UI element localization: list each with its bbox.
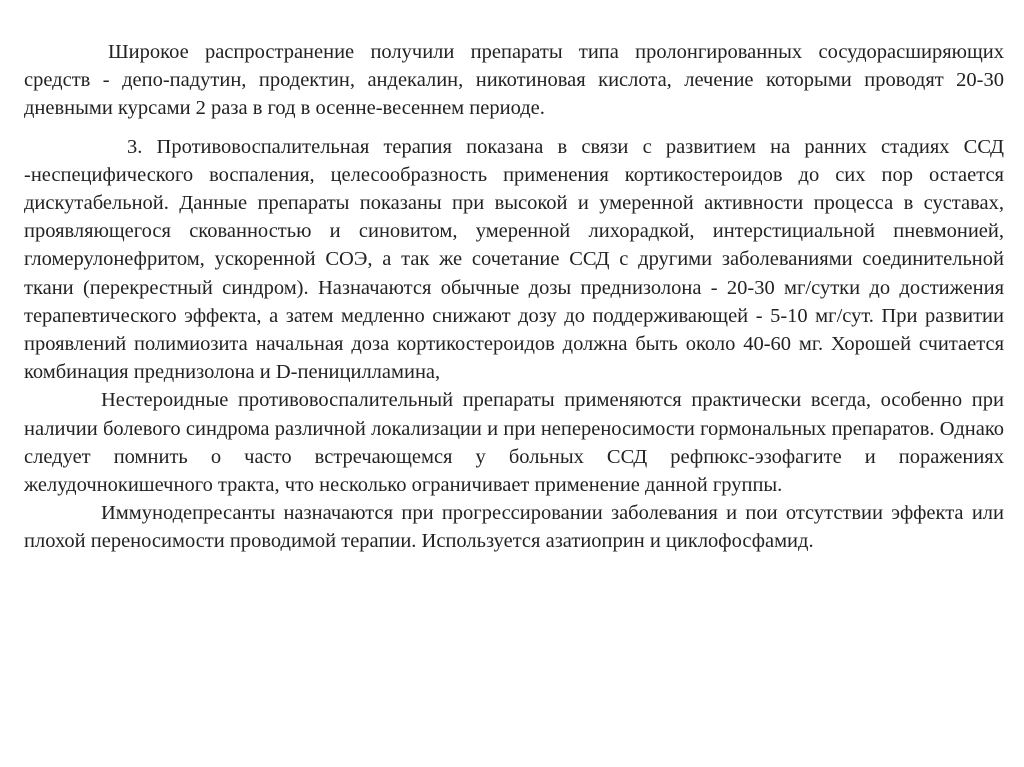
paragraph-anti-inflammatory-therapy: 3. Противовоспалительная терапия показана в связи с развитием на ранних стадиях ССД -неспецифического воспаления, целесообразность применения кортикостероидов до сих пор остается дискутабельной. Данные препараты показаны при высокой и умеренной активности процесса в суставах, проявляющегося скованностью и синовитом, умеренной лихорадкой, интерстициальной пневмонией, гломерулонефритом, ускоренной СОЭ, а так же сочетание ССД с другими заболеваниями соединительной ткани (перекрестный синдром). Назначаются обычные дозы преднизолона - 20-30 мг/сутки до достижения терапевтического эффекта, а затем медленно снижают дозу до поддерживающей - 5-10 мг/сут. При развитии проявлений полимиозита начальная доза кортикостероидов должна быть около 40-60 мг. Хорошей считается комбинация преднизолона и D-пеницилламина, bbox=[24, 135, 1004, 384]
paragraph-nsaids: Нестероидные противовоспалительный препараты применяются практически всегда, особенно при наличии болевого синдрома различной локализации и при непереносимости гормональных препаратов. Однако следует помнить о часто встречающемся у больных ССД рефпюкс-эзофагите и поражениях желудочнокишечного тракта, что несколько ограничивает применение данной группы. bbox=[24, 389, 1004, 497]
paragraph-vasodilators: Широкое распространение получили препараты типа пролонгированных сосудорасширяющих средств - депо-падутин, продектин, андекалин, никотиновая кислота, лечение которыми проводят 20-30 дневными курсами 2 раза в год в осенне-весеннем периоде. bbox=[24, 41, 1004, 120]
document-page bbox=[24, 38, 1004, 556]
paragraph-immunosuppressants: Иммунодепресанты назначаются при прогрессировании заболевания и пои отсутствии эффекта или плохой переносимости проводимой терапии. Используется азатиоприн и циклофосфамид. bbox=[24, 502, 1004, 553]
